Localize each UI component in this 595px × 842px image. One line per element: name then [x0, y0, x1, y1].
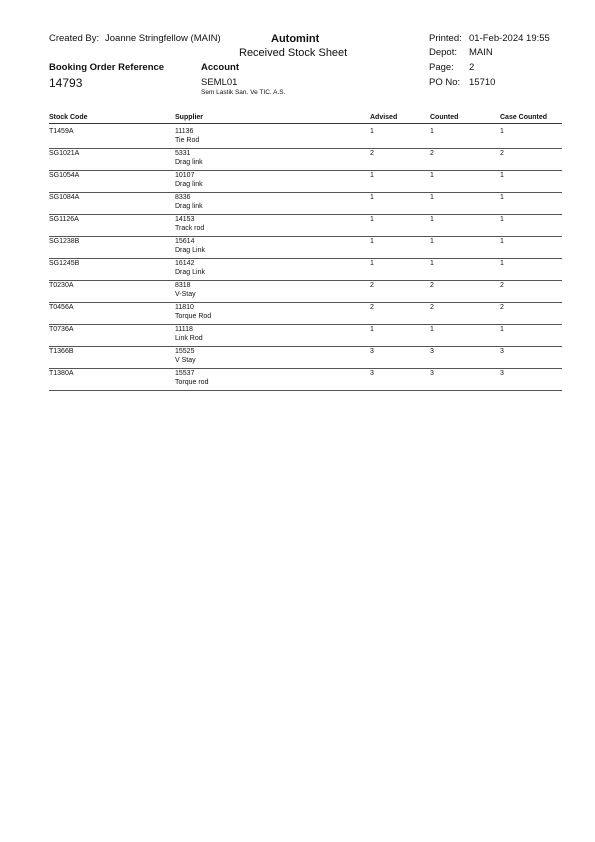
description-cell: Drag Link	[175, 247, 205, 254]
description-cell: Track rod	[175, 225, 205, 232]
advised-cell: 2	[370, 304, 374, 311]
supplier-cell: 5331	[175, 150, 191, 157]
stock-code-cell: T0230A	[49, 282, 74, 289]
case-counted-cell: 3	[500, 370, 504, 377]
supplier-cell: 8318	[175, 282, 191, 289]
case-counted-cell: 2	[500, 150, 504, 157]
case-counted-cell: 1	[500, 172, 504, 179]
counted-cell: 3	[430, 348, 434, 355]
table-row	[49, 237, 562, 259]
table-row	[49, 149, 562, 171]
printed-value: 01-Feb-2024 19:55	[469, 33, 550, 44]
booking-label: Booking Order Reference	[49, 62, 165, 73]
page-value: 2	[469, 62, 475, 73]
col-counted: Counted	[430, 114, 459, 121]
supplier-cell: 11136	[175, 128, 194, 135]
supplier-cell: 11118	[175, 326, 193, 333]
description-cell: Drag link	[175, 203, 203, 210]
stock-code-cell: T0456A	[49, 304, 74, 311]
counted-cell: 1	[430, 216, 434, 223]
supplier-cell: 14153	[175, 216, 195, 223]
supplier-cell: 15614	[175, 238, 195, 245]
description-cell: Drag Link	[175, 269, 205, 276]
stock-code-cell: T1366B	[49, 348, 74, 355]
description-cell: V-Stay	[175, 291, 196, 298]
case-counted-cell: 3	[500, 348, 504, 355]
po-value: 15710	[469, 77, 496, 88]
table-row	[49, 369, 562, 391]
stock-code-cell: SG1238B	[49, 238, 80, 245]
advised-cell: 1	[370, 326, 374, 333]
counted-cell: 3	[430, 370, 434, 377]
description-cell: Torque Rod	[175, 313, 212, 320]
counted-cell: 2	[430, 282, 434, 289]
stock-code-cell: T0736A	[49, 326, 74, 333]
description-cell: Torque rod	[175, 379, 209, 386]
stock-code-cell: SG1021A	[49, 150, 80, 157]
depot-value: MAIN	[469, 47, 493, 58]
counted-cell: 1	[430, 238, 434, 245]
supplier-cell: 15525	[175, 348, 195, 355]
supplier-cell: 16142	[175, 260, 195, 267]
supplier-cell: 8336	[175, 194, 191, 201]
stock-code-cell: T1380A	[49, 370, 74, 377]
report-title: Received Stock Sheet	[239, 47, 348, 59]
table-row	[49, 127, 562, 149]
counted-cell: 1	[430, 194, 434, 201]
table-row	[49, 325, 562, 347]
depot-label: Depot:	[429, 47, 457, 58]
counted-cell: 1	[430, 260, 434, 267]
table-row	[49, 347, 562, 369]
created-by-value: Joanne Stringfellow (MAIN)	[105, 33, 221, 44]
table-row	[49, 281, 562, 303]
case-counted-cell: 1	[500, 326, 504, 333]
advised-cell: 1	[370, 260, 374, 267]
stock-code-cell: SG1245B	[49, 260, 80, 267]
page-label: Page:	[429, 62, 454, 73]
stock-code-cell: SG1126A	[49, 216, 79, 223]
advised-cell: 2	[370, 282, 374, 289]
case-counted-cell: 1	[500, 238, 504, 245]
case-counted-cell: 1	[500, 128, 504, 135]
advised-cell: 1	[370, 172, 374, 179]
supplier-cell: 15537	[175, 370, 195, 377]
account-value: SEML01	[201, 77, 238, 88]
description-cell: Link Rod	[175, 335, 203, 342]
company-name: Automint	[271, 33, 320, 45]
advised-cell: 1	[370, 194, 374, 201]
row-divider	[49, 390, 562, 391]
printed-label: Printed:	[429, 33, 462, 44]
case-counted-cell: 2	[500, 282, 504, 289]
created-by-label: Created By:	[49, 33, 100, 44]
table-row	[49, 259, 562, 281]
advised-cell: 2	[370, 150, 374, 157]
advised-cell: 3	[370, 370, 374, 377]
supplier-cell: 11810	[175, 304, 194, 311]
col-supplier: Supplier	[175, 114, 204, 121]
table-row	[49, 303, 562, 325]
description-cell: V Stay	[175, 357, 196, 364]
case-counted-cell: 1	[500, 216, 504, 223]
counted-cell: 1	[430, 172, 434, 179]
advised-cell: 3	[370, 348, 374, 355]
table-row	[49, 215, 562, 237]
case-counted-cell: 1	[500, 260, 504, 267]
counted-cell: 1	[430, 326, 434, 333]
counted-cell: 2	[430, 150, 434, 157]
col-stock-code: Stock Code	[49, 114, 88, 121]
description-cell: Drag link	[175, 181, 203, 188]
case-counted-cell: 1	[500, 194, 504, 201]
header-rule	[49, 123, 562, 124]
description-cell: Tie Rod	[175, 137, 200, 144]
stock-code-cell: T1459A	[49, 128, 74, 135]
advised-cell: 1	[370, 238, 374, 245]
account-name: Sem Lastik San. Ve TIC. A.S.	[201, 89, 286, 96]
stock-code-cell: SG1054A	[49, 172, 80, 179]
booking-value: 14793	[49, 76, 83, 90]
counted-cell: 2	[430, 304, 434, 311]
stock-code-cell: SG1084A	[49, 194, 80, 201]
supplier-cell: 10107	[175, 172, 195, 179]
col-case-counted: Case Counted	[500, 114, 548, 121]
po-label: PO No:	[429, 77, 461, 88]
case-counted-cell: 2	[500, 304, 504, 311]
advised-cell: 1	[370, 216, 374, 223]
description-cell: Drag link	[175, 159, 203, 166]
table-row	[49, 193, 562, 215]
col-advised: Advised	[370, 114, 398, 121]
table-row	[49, 171, 562, 193]
advised-cell: 1	[370, 128, 374, 135]
counted-cell: 1	[430, 128, 434, 135]
account-label: Account	[201, 62, 239, 73]
